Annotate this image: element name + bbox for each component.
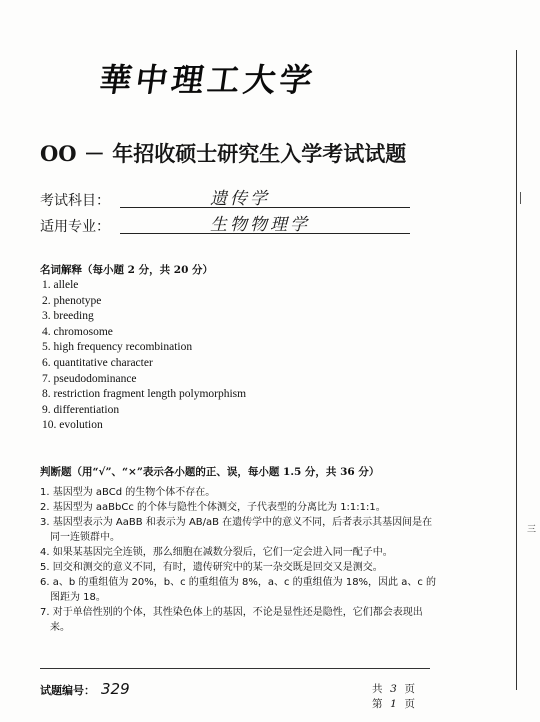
list-item: 1. 基因型为 aBCd 的生物个体不存在。 bbox=[40, 487, 216, 498]
list-item: 3. breeding bbox=[42, 310, 94, 323]
list-item: 6. quantitative character bbox=[42, 356, 153, 369]
judgement-list bbox=[40, 485, 440, 635]
major-field bbox=[40, 215, 310, 236]
exam-title: OO － 年招收硕士研究生入学考试试题 bbox=[40, 141, 407, 166]
list-item: 1. allele bbox=[42, 279, 79, 291]
question-code bbox=[40, 680, 130, 698]
adjacent-page-edge bbox=[516, 50, 540, 690]
total-pages: 共 3 页 bbox=[372, 683, 415, 695]
subject-label: 考试科目： bbox=[40, 193, 110, 209]
adjacent-page-mark: 三 bbox=[527, 525, 537, 535]
current-page: 第 1 页 bbox=[372, 698, 415, 710]
major-label: 适用专业： bbox=[40, 219, 110, 235]
list-item: 2. phenotype bbox=[42, 294, 102, 307]
adjacent-page-tick bbox=[520, 192, 521, 204]
list-item: 2. 基因型为 aaBbCc 的个体与隐性个体测交，子代表型的分离比为 1:1:1:1。 bbox=[40, 502, 386, 513]
list-item: 7. 对于单倍性别的个体，其性染色体上的基因，不论是显性还是隐性，它们都会表现出来。 bbox=[40, 607, 423, 633]
list-item: 3. 基因型表示为 AaBB 和表示为 AB/aB 在遗传学中的意义不同，后者表示其基因间是在同一连锁群中。 bbox=[40, 517, 433, 543]
list-item: 5. high frequency recombination bbox=[42, 341, 193, 354]
footer-divider bbox=[40, 668, 430, 669]
section1-heading: 名词解释（每小题 2 分，共 20 分） bbox=[40, 264, 214, 276]
major-value: 生物物理学 bbox=[120, 210, 410, 234]
section2-heading: 判断题（用“√”、“×”表示各小题的正、误，每小题 1.5 分，共 36 分） bbox=[40, 466, 380, 478]
subject-field bbox=[40, 189, 270, 210]
list-item: 7. pseudodominance bbox=[42, 372, 137, 385]
list-item: 9. differentiation bbox=[42, 403, 120, 416]
subject-value: 遗传学 bbox=[120, 184, 410, 208]
list-item: 4. chromosome bbox=[42, 325, 113, 338]
term-list bbox=[42, 278, 246, 434]
list-item: 8. restriction fragment length polymorphism bbox=[42, 388, 247, 401]
list-item: 5. 回交和测交的意义不同，有时，遗传研究中的某一杂交既是回交又是测交。 bbox=[40, 562, 383, 573]
code-label: 试题编号： bbox=[40, 684, 95, 697]
code-value: 329 bbox=[101, 680, 130, 698]
list-item: 6. a、b 的重组值为 20%，b、c 的重组值为 8%，a、c 的重组值为 18%，因此 a、c 的图距为 18。 bbox=[40, 577, 437, 603]
page-count bbox=[372, 682, 415, 712]
university-name: 華中理工大学 bbox=[97, 61, 319, 99]
list-item: 4. 如果某基因完全连锁，那么细胞在减数分裂后，它们一定会进入同一配子中。 bbox=[40, 547, 393, 558]
list-item: 10. evolution bbox=[42, 419, 103, 432]
